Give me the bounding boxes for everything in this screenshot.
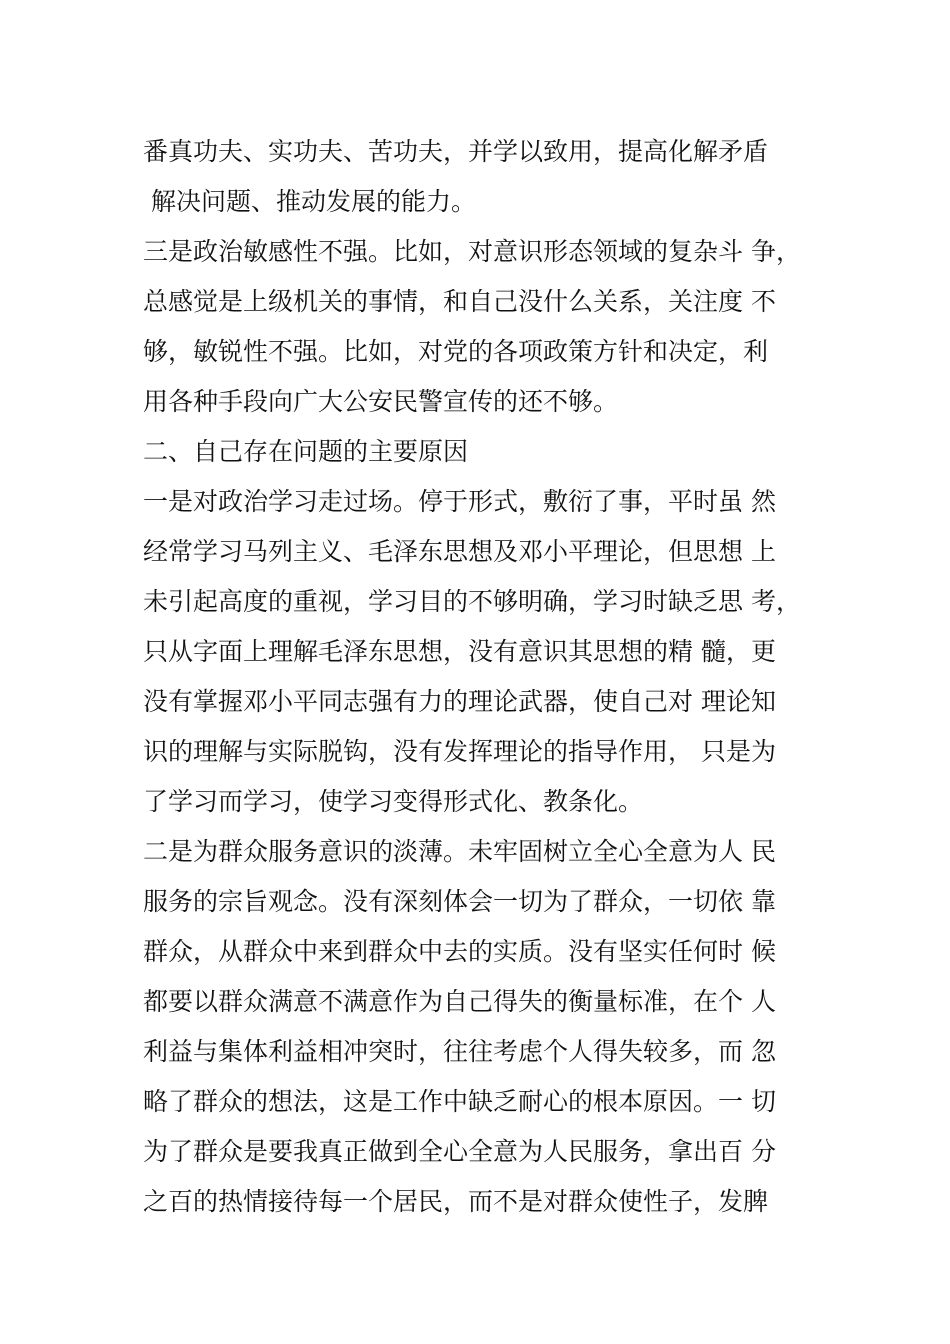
- text-line: 总感觉是上级机关的事情，和自己没什么关系，关注度 不: [143, 287, 776, 316]
- text-line: 都要以群众满意不满意作为自己得失的衡量标准，在个 人: [143, 987, 776, 1016]
- text-line: 用各种手段向广大公安民警宣传的还不够。: [143, 387, 619, 416]
- section-heading: 二、自己存在问题的主要原因: [143, 437, 469, 466]
- text-line: 一是对政治学习走过场。停于形式，敷衍了事，平时虽 然: [143, 487, 776, 516]
- text-line: 群众，从群众中来到群众中去的实质。没有坚实任何时 候: [143, 937, 776, 966]
- text-line: 识的理解与实际脱钩，没有发挥理论的指导作用， 只是为: [143, 737, 776, 766]
- text-line: 三是政治敏感性不强。比如，对意识形态领域的复杂斗 争，: [143, 237, 801, 266]
- text-line: 只从字面上理解毛泽东思想，没有意识其思想的精 髓，更: [143, 637, 776, 666]
- text-line: 为了群众是要我真正做到全心全意为人民服务，拿出百 分: [143, 1137, 776, 1166]
- document-body: [143, 127, 843, 1227]
- text-line: 未引起高度的重视，学习目的不够明确，学习时缺乏思 考，: [143, 587, 801, 616]
- text-line: 经常学习马列主义、毛泽东思想及邓小平理论，但思想 上: [143, 537, 776, 566]
- text-line: 服务的宗旨观念。没有深刻体会一切为了群众，一切依 靠: [143, 887, 776, 916]
- text-line: 了学习而学习，使学习变得形式化、教条化。: [143, 787, 644, 816]
- text-line: 略了群众的想法，这是工作中缺乏耐心的根本原因。一 切: [143, 1087, 776, 1116]
- text-line: 利益与集体利益相冲突时，往往考虑个人得失较多，而 忽: [143, 1037, 776, 1066]
- text-line: 解决问题、推动发展的能力。: [143, 187, 476, 216]
- text-line: 没有掌握邓小平同志强有力的理论武器，使自己对 理论知: [143, 687, 776, 716]
- text-line: 番真功夫、实功夫、苦功夫，并学以致用，提高化解矛盾: [143, 137, 769, 166]
- text-line: 够，敏锐性不强。比如，对党的各项政策方针和决定，利: [143, 337, 769, 366]
- text-line: 二是为群众服务意识的淡薄。未牢固树立全心全意为人 民: [143, 837, 776, 866]
- text-line: 之百的热情接待每一个居民，而不是对群众使性子，发脾: [143, 1187, 769, 1216]
